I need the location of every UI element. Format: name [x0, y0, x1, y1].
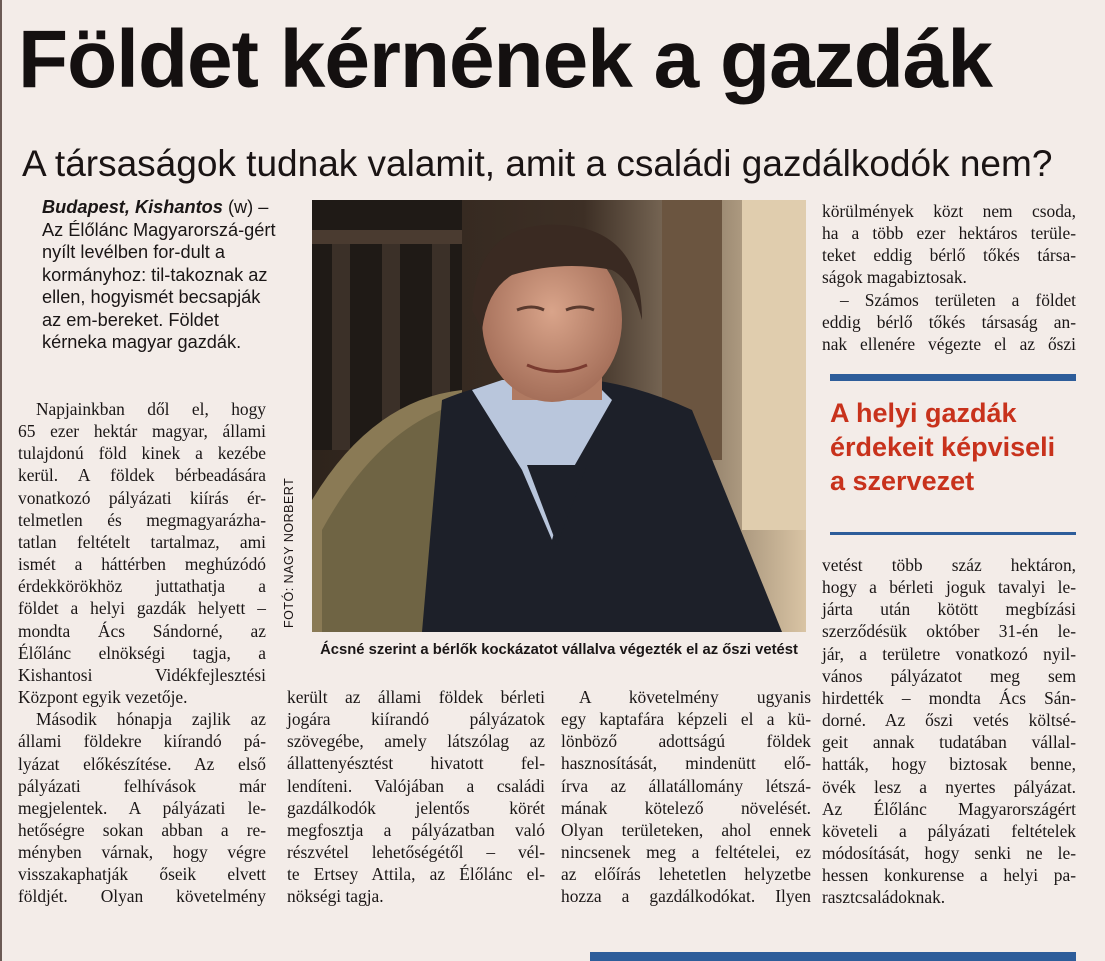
text-line: tatlan feltételt tartalmaz, ami — [18, 531, 266, 552]
text-line: geit annak tudatában vállal- — [822, 732, 1076, 753]
text-line: nak ellenére végezte el az őszi — [822, 333, 1076, 354]
text-line: egy kaptafára képzeli el a kü- — [561, 709, 811, 730]
article-column-1 — [18, 398, 266, 908]
pullquote-line: a szervezet — [830, 466, 975, 496]
text-line: földet a helyi gazdák helyett – — [18, 598, 266, 619]
dateline: Budapest, Kishantos — [42, 197, 223, 217]
text-line: ha a több ezer hektáros terüle- — [822, 223, 1076, 244]
text-line: lendíteni. Valójában a családi — [287, 775, 545, 796]
lead-paragraph — [42, 196, 282, 354]
text-line: lönböző adottságú földek — [561, 731, 811, 752]
text-line: gért nyílt levélben for- — [42, 219, 276, 262]
text-line: állattenyésztést hivatott fel- — [287, 753, 545, 774]
text-line: részvétel lehetőségétől – vél- — [287, 842, 545, 863]
text-line: megfosztja a pályázatban való — [287, 819, 545, 840]
text-line: Központ egyik vezetője. — [18, 687, 188, 708]
text-line: szövegébe, amely látszólag az — [287, 731, 545, 752]
text-line: Napjainkban dől el, hogy — [36, 399, 266, 419]
text-line: az előírás lehetetlen helyzetbe — [561, 864, 811, 885]
text-line: te Ertsey Attila, az Élőlánc el- — [287, 864, 545, 885]
text-line: ismét a háttérben meghúzódó — [18, 554, 266, 575]
text-line: pályázati felhívások már — [18, 775, 266, 796]
article-column-4-bottom — [822, 554, 1076, 909]
pullquote-rule-top — [830, 374, 1076, 381]
text-line: hasznosítását, mindenütt elő- — [561, 753, 811, 774]
paragraph-4b — [822, 289, 1076, 355]
text-line: hozza a gazdálkodókat. Ilyen — [561, 886, 811, 907]
text-line: teket eddig bérlő tőkés társa- — [822, 245, 1076, 266]
text-line: bereket. Földet kérnek — [42, 309, 219, 352]
paragraph-2 — [18, 708, 266, 907]
text-line: A követelmény ugyanis — [579, 687, 811, 707]
text-line: mának kötelező növelését. — [561, 797, 811, 818]
text-line: írva az állatállomány létszá- — [561, 775, 811, 796]
text-line: hogy a bérleti joguk tavalyi le- — [822, 577, 1076, 598]
text-line: telmetlen és megmagyarázha- — [18, 509, 266, 530]
text-line: ményben várnak, hogy végre — [18, 842, 266, 863]
text-line: gazdálkodók jelentős körét — [287, 797, 545, 818]
pullquote-rule-bottom — [830, 532, 1076, 535]
text-line: hessen konkurense a helyi pa- — [822, 865, 1076, 886]
text-line: lyázat előkészítése. Az első — [18, 753, 266, 774]
text-line: járta után kötött megbízási — [822, 599, 1076, 620]
text-line: ságok magabiztosak. — [822, 267, 967, 288]
bottom-rule — [590, 952, 1076, 961]
pullquote — [830, 396, 1080, 498]
text-line: vetést több száz hektáron, — [822, 555, 1076, 575]
text-line: tulajdonú föld kinek a kezébe — [18, 443, 266, 464]
page-edge — [0, 0, 2, 961]
text-line: ismét becsapják az em- — [42, 287, 261, 330]
lead-text — [42, 219, 282, 354]
text-line: módosítását, hogy senki ne le- — [822, 843, 1076, 864]
text-line: mondta Ács Sándorné, az — [18, 620, 266, 641]
pullquote-line: érdekeit képviseli — [830, 432, 1056, 462]
text-line: jár, a területre vonatkozó nyil- — [822, 643, 1076, 664]
text-line: 65 ezer hektár magyar, állami — [18, 421, 266, 442]
text-line: követeli a pályázati feltételek — [822, 820, 1076, 841]
text-line: Kishantosi Vidékfejlesztési — [18, 664, 266, 685]
text-line: rasztcsaládoknak. — [822, 887, 946, 908]
text-line: került az állami földek bérleti — [287, 687, 545, 707]
text-line: nökségi tagja. — [287, 886, 384, 907]
paragraph-1 — [18, 398, 266, 708]
text-line: dorné. Az őszi vetés költsé- — [822, 710, 1076, 731]
text-line: dult a kormányhoz: til- — [42, 242, 225, 285]
photo-caption: Ácsné szerint a bérlők kockázatot vállalva végezték el az őszi vetést — [320, 642, 798, 658]
text-line: megjelentek. A pályázati le- — [18, 797, 266, 818]
paragraph-4a — [822, 200, 1076, 289]
text-line: övék lesz a nyertes pályázat. — [822, 776, 1076, 797]
text-line: kerül. A földek bérbeadására — [18, 465, 266, 486]
text-line: takoznak az ellen, hogy — [42, 264, 268, 307]
subheadline: A társaságok tudnak valamit, amit a családi gazdálkodók nem? — [22, 143, 1053, 184]
text-line: állami földekre kiírandó pá- — [18, 731, 266, 752]
text-line: Az Élőlánc Magyarorszá- — [42, 219, 245, 240]
portrait-photo — [312, 200, 806, 632]
text-line: a magyar gazdák. — [96, 332, 242, 352]
text-line: körülmények közt nem csoda, — [822, 201, 1076, 221]
headline: Földet kérnének a gazdák — [18, 14, 993, 105]
article-column-3 — [561, 686, 811, 908]
text-line: vonatkozó pályázati kiírás ér- — [18, 487, 266, 508]
text-line: – Számos területen a földet — [840, 289, 1076, 310]
text-line: visszakaphatják őseik elvett — [18, 864, 266, 885]
text-line: földjét. Olyan követelmény — [18, 886, 266, 907]
text-line: Olyan területeken, ahol ennek — [561, 819, 811, 840]
dateline-source: (w) – — [227, 197, 269, 217]
text-line: nincsenek meg a feltételei, ez — [561, 842, 811, 863]
text-line: eddig bérlő tőkés társaság an- — [822, 311, 1076, 332]
text-line: Második hónapja zajlik az — [36, 709, 266, 730]
photo-credit: FOTÓ: NAGY NORBERT — [282, 477, 296, 628]
text-line: Élőlánc elnökségi tagja, a — [18, 642, 266, 663]
pullquote-line: A helyi gazdák — [830, 398, 1017, 428]
article-column-2 — [287, 686, 545, 908]
text-line: Az Élőlánc Magyarországért — [822, 798, 1076, 819]
text-line: hatták, hogy biztosak benne, — [822, 754, 1076, 775]
article-column-4-top — [822, 200, 1076, 355]
text-line: hetőségre sokan abban a re- — [18, 819, 266, 840]
text-line: vános pályázatot meg sem — [822, 665, 1076, 686]
text-line: érdekkörökhöz juttathatja a — [18, 576, 266, 597]
text-line: hirdették – mondta Ács Sán- — [822, 687, 1076, 708]
text-line: szerződésük október 31-én le- — [822, 621, 1076, 642]
text-line: jogára kiírandó pályázatok — [287, 709, 545, 730]
